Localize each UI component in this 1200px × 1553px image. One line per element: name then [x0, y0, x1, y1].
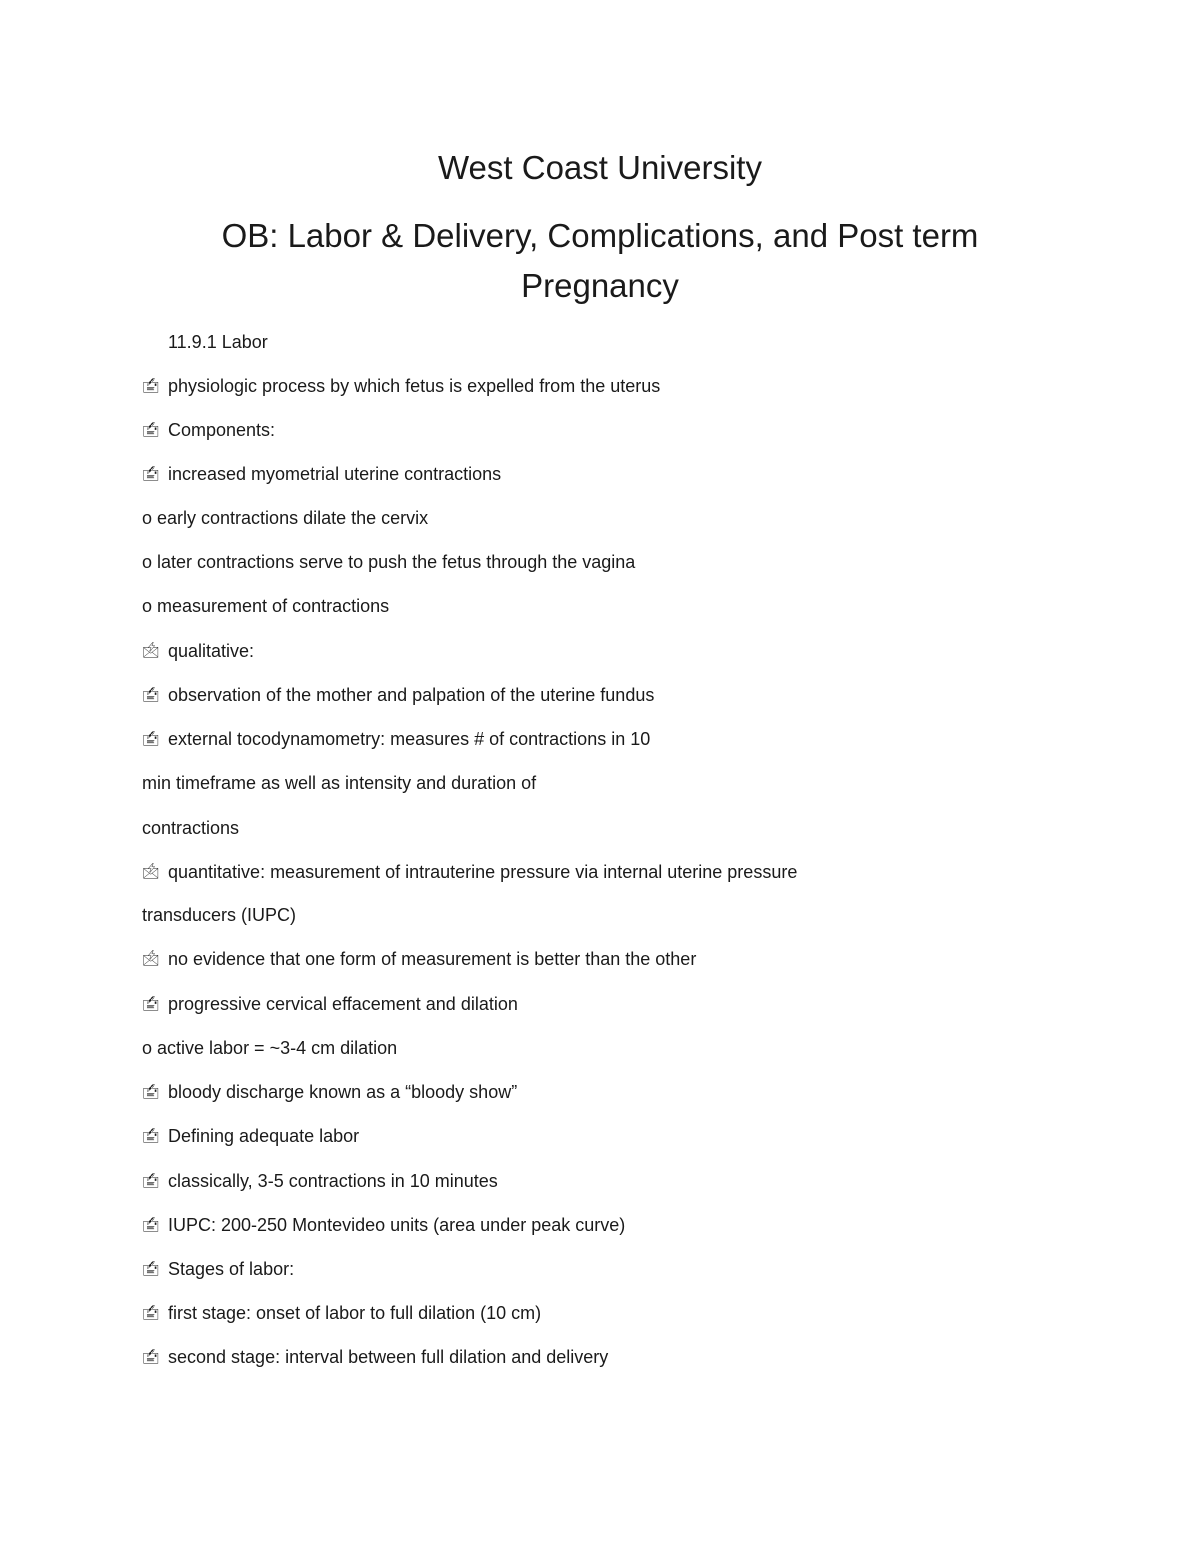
- line-text: Components:: [168, 420, 276, 440]
- line-text: progressive cervical effacement and dilation: [168, 994, 518, 1014]
- bullet-icon: 🖆: [142, 1218, 160, 1235]
- line-text: IUPC: 200-250 Montevideo units (area under peak curve): [168, 1215, 626, 1235]
- bullet-icon: 🖄: [142, 865, 160, 882]
- text-line: [142, 418, 275, 444]
- text-line: [142, 1169, 498, 1195]
- line-text: o active labor = ~3-4 cm dilation: [142, 1038, 398, 1058]
- document-subheading-line2: Pregnancy: [521, 267, 679, 304]
- line-text: increased myometrial uterine contractions: [168, 464, 502, 484]
- text-line: [142, 1257, 294, 1283]
- line-text: o measurement of contractions: [142, 596, 390, 616]
- bullet-icon: 🖆: [142, 732, 160, 749]
- line-text: observation of the mother and palpation of the uterine fundus: [168, 685, 655, 705]
- bullet-icon: 🖆: [142, 423, 160, 440]
- line-text: transducers (IUPC): [142, 905, 297, 925]
- text-line: [142, 330, 268, 354]
- bullet-icon: 🖆: [142, 1085, 160, 1102]
- line-text: Defining adequate labor: [168, 1126, 360, 1146]
- bullet-icon: 🖆: [142, 1174, 160, 1191]
- bullet-icon: 🖆: [142, 467, 160, 484]
- line-text: physiologic process by which fetus is expelled from the uterus: [168, 376, 661, 396]
- line-text: external tocodynamometry: measures # of contractions in 10: [168, 729, 651, 749]
- line-text: no evidence that one form of measurement is better than the other: [168, 949, 697, 969]
- text-line: [142, 727, 650, 753]
- text-line: [142, 1124, 359, 1150]
- line-text: qualitative:: [168, 641, 255, 661]
- text-line: [142, 550, 635, 574]
- line-text: o later contractions serve to push the fetus through the vagina: [142, 552, 636, 572]
- line-text: first stage: onset of labor to full dilation (10 cm): [168, 1303, 542, 1323]
- bullet-icon: 🖆: [142, 1306, 160, 1323]
- line-text: Stages of labor:: [168, 1259, 295, 1279]
- bullet-icon: 🖆: [142, 1350, 160, 1367]
- line-text: bloody discharge known as a “bloody show”: [168, 1082, 518, 1102]
- text-line: [142, 947, 696, 973]
- bullet-icon: 🖆: [142, 1262, 160, 1279]
- text-line: [142, 816, 239, 840]
- text-line: [142, 771, 536, 795]
- text-line: [142, 860, 797, 886]
- bullet-icon: 🖆: [142, 1129, 160, 1146]
- text-line: [142, 594, 389, 618]
- bullet-icon: 🖄: [142, 952, 160, 969]
- line-text: contractions: [142, 818, 240, 838]
- text-line: [142, 506, 428, 530]
- bullet-icon: 🖆: [142, 379, 160, 396]
- line-text: 11.9.1 Labor: [168, 332, 268, 352]
- document-heading: West Coast University: [438, 149, 762, 186]
- line-text: second stage: interval between full dilation and delivery: [168, 1347, 609, 1367]
- text-line: [142, 992, 518, 1018]
- text-line: [142, 903, 296, 927]
- text-line: [142, 374, 660, 400]
- line-text: quantitative: measurement of intrauterine pressure via internal uterine pressure: [168, 862, 798, 882]
- line-text: o early contractions dilate the cervix: [142, 508, 429, 528]
- text-line: [142, 1345, 608, 1371]
- text-line: [142, 462, 501, 488]
- text-line: [142, 639, 254, 665]
- text-line: [142, 1301, 541, 1327]
- text-line: [142, 1080, 517, 1106]
- bullet-icon: 🖄: [142, 644, 160, 661]
- text-line: [142, 1213, 625, 1239]
- line-text: min timeframe as well as intensity and duration of: [142, 773, 537, 793]
- document-subheading-line1: OB: Labor & Delivery, Complications, and Post term: [221, 217, 979, 254]
- text-line: [142, 1036, 397, 1060]
- text-line: [142, 683, 654, 709]
- line-text: classically, 3-5 contractions in 10 minutes: [168, 1171, 498, 1191]
- bullet-icon: 🖆: [142, 688, 160, 705]
- bullet-icon: 🖆: [142, 997, 160, 1014]
